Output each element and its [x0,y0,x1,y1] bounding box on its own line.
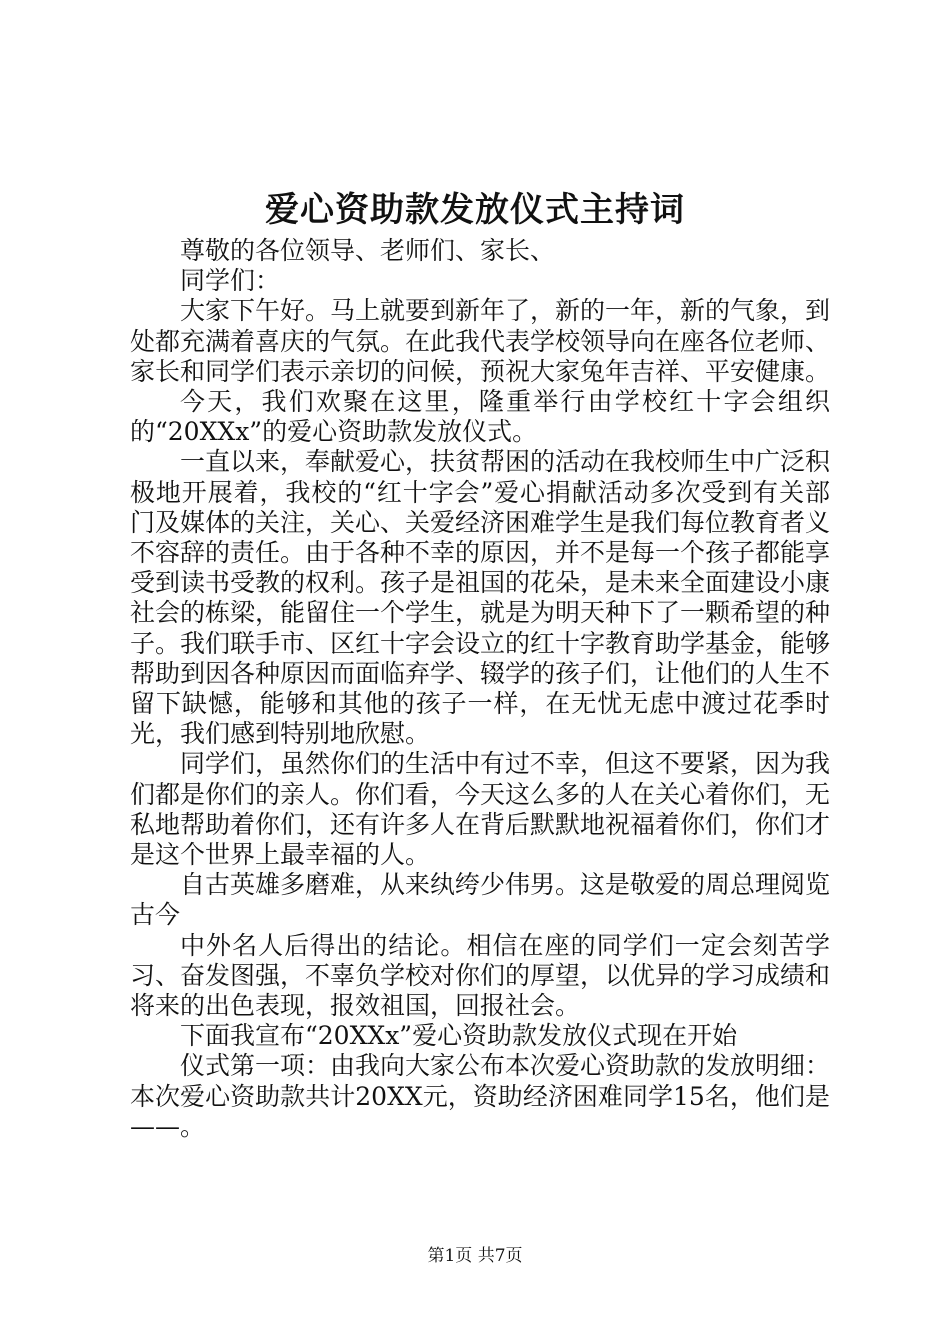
salutation-line-1: 尊敬的各位领导、老师们、家长、 [180,236,556,265]
paragraph-students: 同学们，虽然你们的生活中有过不幸，但这不要紧，因为我们都是你们的亲人。你们看，今天这么多的人在关心着你们，无私地帮助着你们，还有许多人在背后默默地祝福着你们，你们才是这个世界上最幸福的人。 [130,749,831,870]
page-footer: 第1页 共7页 [427,1246,523,1266]
paragraph-quote: 自古英雄多磨难，从来纨绔少伟男。这是敬爱的周总理阅览古今 [130,870,831,930]
paragraph-background: 一直以来，奉献爱心，扶贫帮困的活动在我校师生中广泛积极地开展着，我校的“红十字会”爱心捐献活动多次受到有关部门及媒体的关注，关心、关爱经济困难学生是我们每位教育者义不容辞的责任。由于各种不幸的原因，并不是每一个孩子都能享受到读书受教的权利。孩子是祖国的花朵，是未来全面建设小康社会的栋梁，能留住一个学生，就是为明天种下了一颗希望的种子。我们联手市、区红十字会设立的红十字教育助学基金，能够帮助到因各种原因而面临弃学、辍学的孩子们，让他们的人生不留下缺憾，能够和其他的孩子一样，在无忧无虑中渡过花季时光，我们感到特别地欣慰。 [130,447,831,749]
salutation-line-2: 同学们： [180,266,281,296]
paragraph-conclusion: 中外名人后得出的结论。相信在座的同学们一定会刻苦学习、奋发图强，不辜负学校对你们的厚望，以优异的学习成绩和将来的出色表现，报效祖国，回报社会。 [130,930,831,1021]
paragraph-announcement: 下面我宣布“20XXx”爱心资助款发放仪式现在开始 [180,1021,738,1051]
document-body [130,236,830,1142]
document-title: 爱心资助款发放仪式主持词 [265,190,685,230]
paragraph-greeting: 大家下午好。马上就要到新年了，新的一年，新的气象，到处都充满着喜庆的气氛。在此我代表学校领导向在座各位老师、家长和同学们表示亲切的问候，预祝大家兔年吉祥、平安健康。 [130,296,831,386]
paragraph-gathering: 今天，我们欢聚在这里，隆重举行由学校红十字会组织的“20XXx”的爱心资助款发放仪式。 [130,387,830,447]
paragraph-first-item: 仪式第一项：由我向大家公布本次爱心资助款的发放明细：本次爱心资助款共计20XX元，资助经济困难同学15名，他们是——。 [130,1051,831,1141]
